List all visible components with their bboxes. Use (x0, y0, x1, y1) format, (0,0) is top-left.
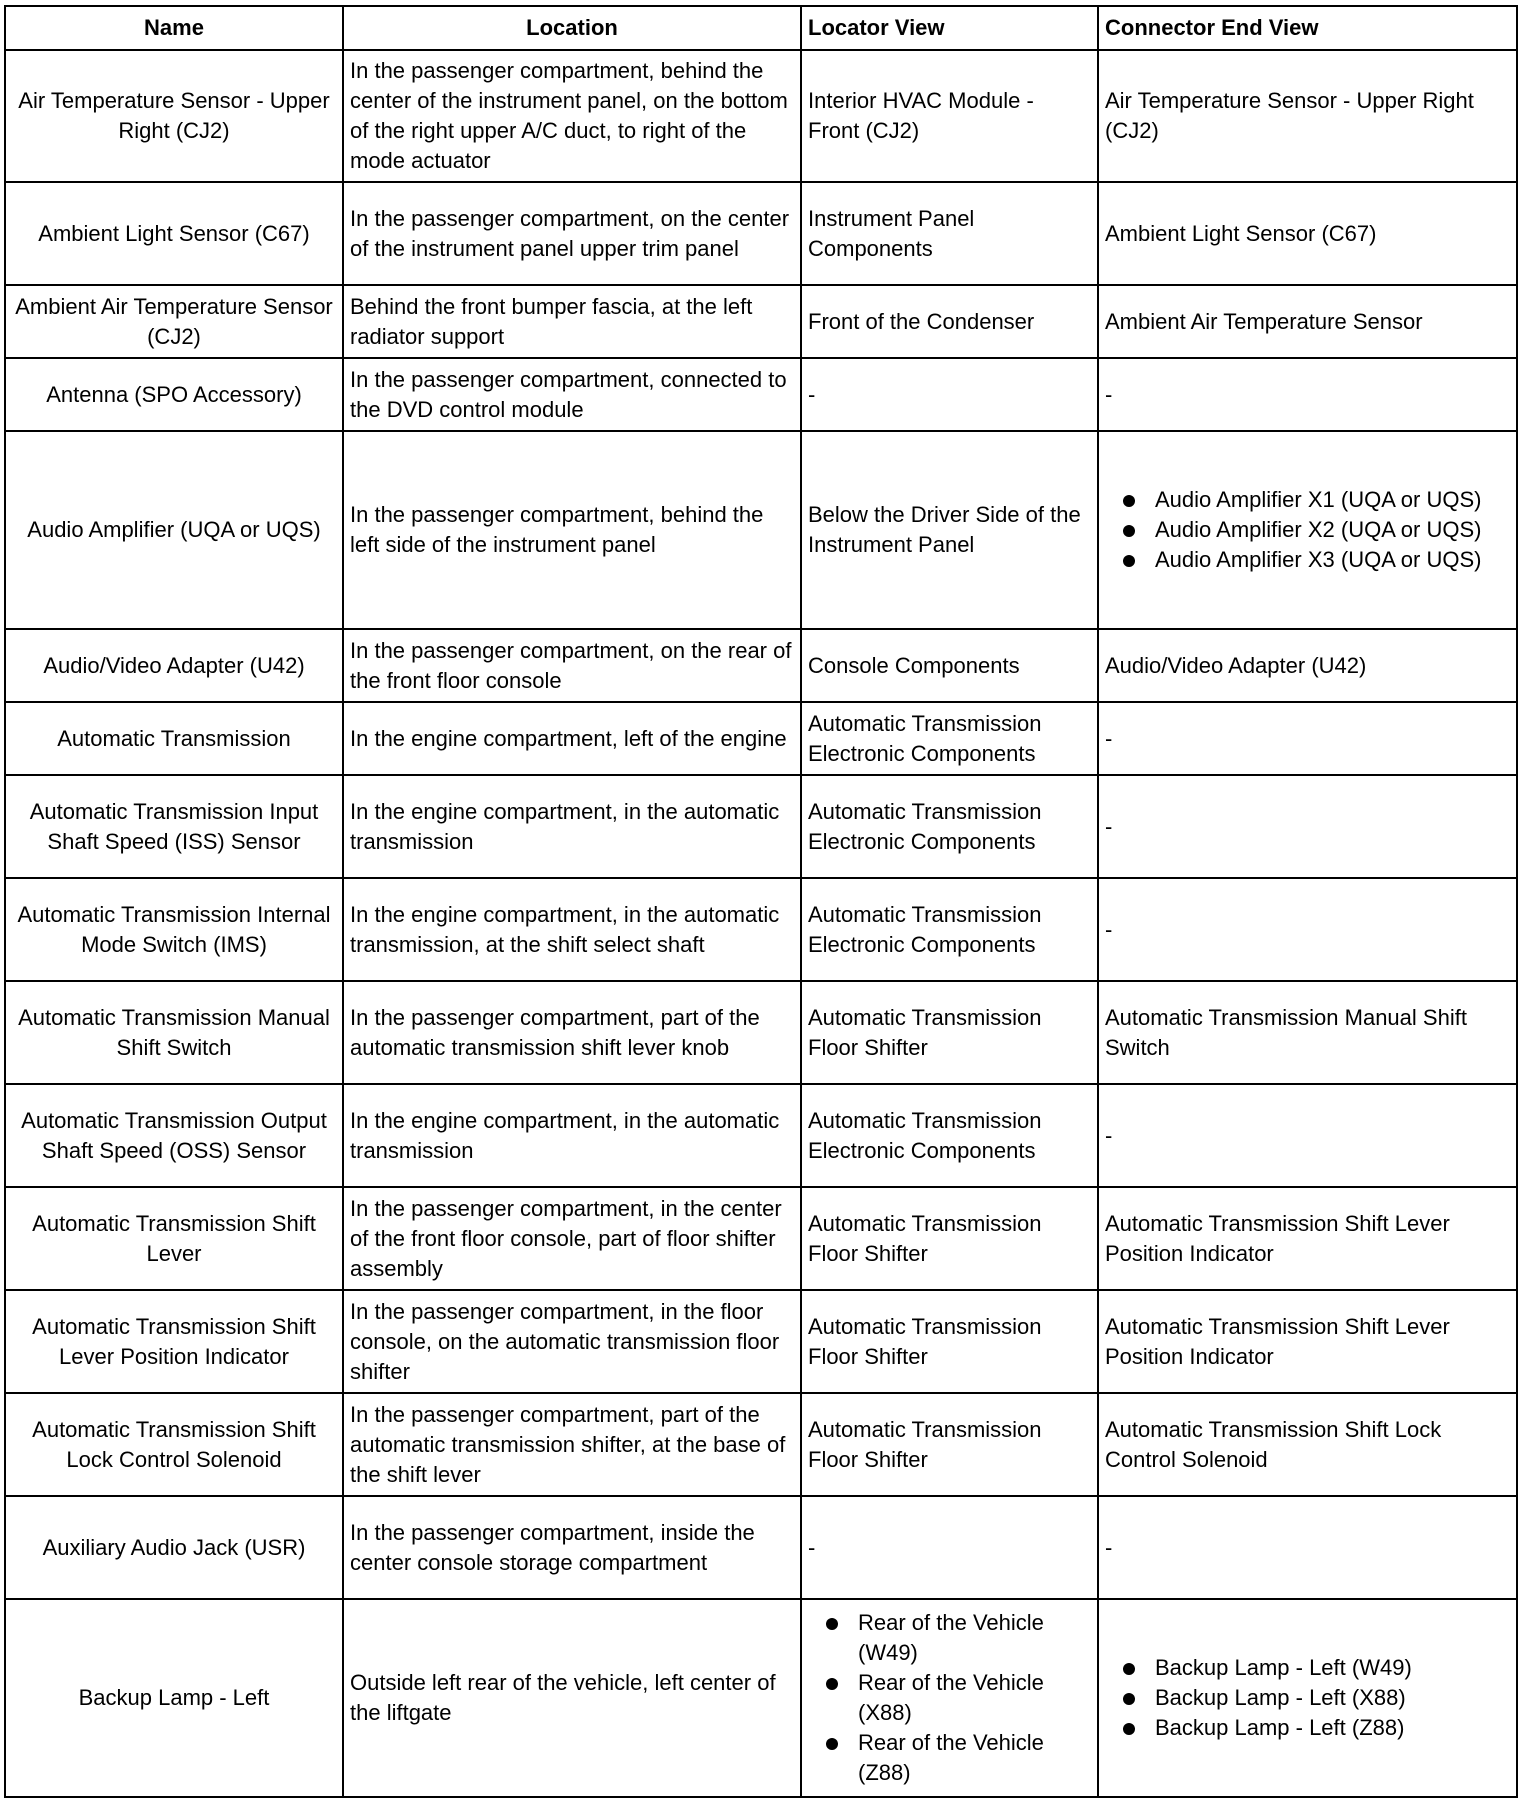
cell-connector-end-view: Air Temperature Sensor - Upper Right (CJ2) (1098, 50, 1517, 182)
cell-locator-view: Automatic Transmission Electronic Components (801, 1084, 1098, 1187)
list-item: Rear of the Vehicle (X88) (858, 1668, 1091, 1728)
header-location: Location (343, 6, 801, 50)
header-row (5, 6, 1517, 50)
table-row (5, 1599, 1517, 1797)
cell-connector-end-view: Ambient Air Temperature Sensor (1098, 285, 1517, 358)
cell-locator-view: Automatic Transmission Electronic Components (801, 878, 1098, 981)
table-row (5, 1084, 1517, 1187)
list-item: Backup Lamp - Left (W49) (1155, 1653, 1510, 1683)
cell-name: Audio/Video Adapter (U42) (5, 629, 343, 702)
cell-location: Behind the front bumper fascia, at the left radiator support (343, 285, 801, 358)
cell-location: In the passenger compartment, in the center of the front floor console, part of floor shifter assembly (343, 1187, 801, 1290)
cell-connector-end-view: - (1098, 878, 1517, 981)
list-item: Rear of the Vehicle (Z88) (858, 1728, 1091, 1788)
cell-name: Automatic Transmission Internal Mode Switch (IMS) (5, 878, 343, 981)
cell-locator-view: Automatic Transmission Floor Shifter (801, 1290, 1098, 1393)
cell-name: Ambient Air Temperature Sensor (CJ2) (5, 285, 343, 358)
cell-locator-view: Console Components (801, 629, 1098, 702)
cell-location: In the passenger compartment, in the floor console, on the automatic transmission floor shifter (343, 1290, 801, 1393)
cell-connector-end-view: Audio/Video Adapter (U42) (1098, 629, 1517, 702)
cell-locator-view: Front of the Condenser (801, 285, 1098, 358)
cell-name: Automatic Transmission (5, 702, 343, 775)
cell-connector-end-view: - (1098, 358, 1517, 431)
cell-connector-end-view: - (1098, 775, 1517, 878)
cell-locator-view: Automatic Transmission Floor Shifter (801, 1393, 1098, 1496)
cell-locator-view: Automatic Transmission Electronic Components (801, 775, 1098, 878)
table-row (5, 1496, 1517, 1599)
table-row (5, 1393, 1517, 1496)
table-row (5, 1187, 1517, 1290)
table-row (5, 285, 1517, 358)
table-row (5, 182, 1517, 285)
cell-locator-view: - (801, 1496, 1098, 1599)
cell-location: In the engine compartment, in the automatic transmission (343, 775, 801, 878)
cell-connector-end-view: Automatic Transmission Manual Shift Switch (1098, 981, 1517, 1084)
cell-location: In the passenger compartment, on the center of the instrument panel upper trim panel (343, 182, 801, 285)
table-row (5, 775, 1517, 878)
header-locator-view: Locator View (801, 6, 1098, 50)
table-row (5, 358, 1517, 431)
cell-locator-view: - (801, 358, 1098, 431)
connector-list (1105, 1653, 1510, 1743)
cell-connector-end-view: Automatic Transmission Shift Lever Position Indicator (1098, 1187, 1517, 1290)
list-item: Backup Lamp - Left (X88) (1155, 1683, 1510, 1713)
cell-name: Automatic Transmission Shift Lever (5, 1187, 343, 1290)
list-item: Backup Lamp - Left (Z88) (1155, 1713, 1510, 1743)
cell-location: In the passenger compartment, behind the left side of the instrument panel (343, 431, 801, 629)
cell-name: Antenna (SPO Accessory) (5, 358, 343, 431)
cell-locator-view: Automatic Transmission Floor Shifter (801, 981, 1098, 1084)
cell-connector-end-view: - (1098, 1084, 1517, 1187)
table-row (5, 431, 1517, 629)
locator-list (808, 1608, 1091, 1788)
connector-list (1105, 485, 1510, 575)
cell-name: Automatic Transmission Shift Lever Position Indicator (5, 1290, 343, 1393)
header-connector-end-view: Connector End View (1098, 6, 1517, 50)
cell-name: Ambient Light Sensor (C67) (5, 182, 343, 285)
list-item: Rear of the Vehicle (W49) (858, 1608, 1091, 1668)
cell-location: In the passenger compartment, behind the center of the instrument panel, on the bottom of the right upper A/C duct, to right of the mode actuator (343, 50, 801, 182)
cell-connector-end-view (1098, 431, 1517, 629)
cell-name: Air Temperature Sensor - Upper Right (CJ2) (5, 50, 343, 182)
cell-connector-end-view: Automatic Transmission Shift Lever Position Indicator (1098, 1290, 1517, 1393)
cell-locator-view: Interior HVAC Module - Front (CJ2) (801, 50, 1098, 182)
cell-location: In the engine compartment, left of the engine (343, 702, 801, 775)
cell-locator-view: Instrument Panel Components (801, 182, 1098, 285)
cell-name: Automatic Transmission Manual Shift Switch (5, 981, 343, 1084)
cell-location: In the passenger compartment, part of the automatic transmission shift lever knob (343, 981, 801, 1084)
table-row (5, 629, 1517, 702)
cell-connector-end-view: Automatic Transmission Shift Lock Control Solenoid (1098, 1393, 1517, 1496)
list-item: Audio Amplifier X2 (UQA or UQS) (1155, 515, 1510, 545)
cell-name: Automatic Transmission Shift Lock Control Solenoid (5, 1393, 343, 1496)
list-item: Audio Amplifier X3 (UQA or UQS) (1155, 545, 1510, 575)
cell-connector-end-view (1098, 1599, 1517, 1797)
cell-locator-view (801, 1599, 1098, 1797)
table-row (5, 50, 1517, 182)
cell-locator-view: Below the Driver Side of the Instrument Panel (801, 431, 1098, 629)
cell-location: Outside left rear of the vehicle, left center of the liftgate (343, 1599, 801, 1797)
cell-connector-end-view: - (1098, 702, 1517, 775)
cell-connector-end-view: Ambient Light Sensor (C67) (1098, 182, 1517, 285)
table-row (5, 1290, 1517, 1393)
cell-location: In the engine compartment, in the automatic transmission (343, 1084, 801, 1187)
cell-location: In the passenger compartment, on the rear of the front floor console (343, 629, 801, 702)
cell-name: Automatic Transmission Input Shaft Speed (ISS) Sensor (5, 775, 343, 878)
table-row (5, 981, 1517, 1084)
cell-name: Automatic Transmission Output Shaft Speed (OSS) Sensor (5, 1084, 343, 1187)
component-locator-table (4, 5, 1518, 1798)
cell-location: In the passenger compartment, inside the center console storage compartment (343, 1496, 801, 1599)
header-name: Name (5, 6, 343, 50)
list-item: Audio Amplifier X1 (UQA or UQS) (1155, 485, 1510, 515)
cell-location: In the passenger compartment, part of the automatic transmission shifter, at the base of the shift lever (343, 1393, 801, 1496)
cell-locator-view: Automatic Transmission Electronic Components (801, 702, 1098, 775)
cell-name: Auxiliary Audio Jack (USR) (5, 1496, 343, 1599)
table-row (5, 702, 1517, 775)
cell-name: Backup Lamp - Left (5, 1599, 343, 1797)
cell-connector-end-view: - (1098, 1496, 1517, 1599)
table-row (5, 878, 1517, 981)
cell-locator-view: Automatic Transmission Floor Shifter (801, 1187, 1098, 1290)
cell-name: Audio Amplifier (UQA or UQS) (5, 431, 343, 629)
cell-location: In the passenger compartment, connected to the DVD control module (343, 358, 801, 431)
cell-location: In the engine compartment, in the automatic transmission, at the shift select shaft (343, 878, 801, 981)
